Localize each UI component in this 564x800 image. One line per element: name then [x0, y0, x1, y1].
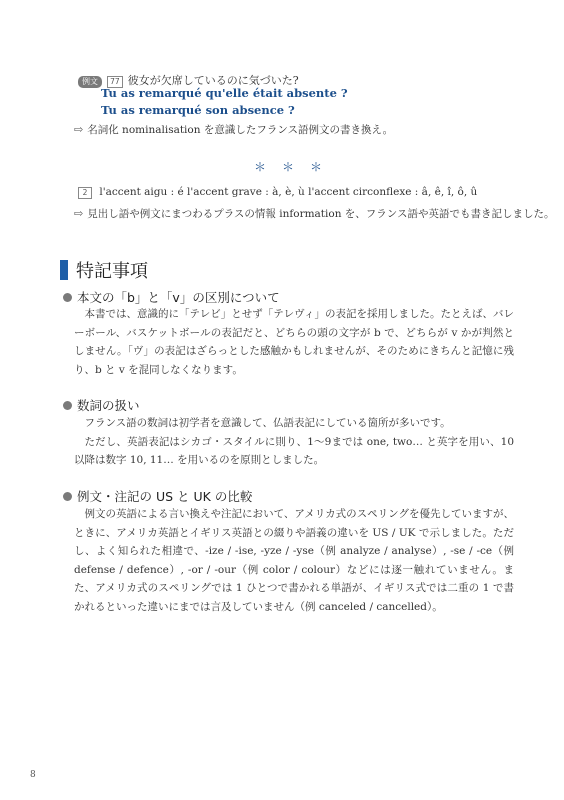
arrow-right-icon: ⇨ [74, 123, 84, 136]
bullet-icon [63, 492, 72, 501]
bullet-icon [63, 293, 72, 302]
subsection-title-bv: 本文の「b」と「v」の区別について [63, 288, 280, 306]
example-number: 77 [107, 76, 123, 88]
subsection-body-numerals [74, 414, 514, 470]
arrow-right-icon: ⇨ [74, 207, 84, 220]
accent-tag: 2 [78, 187, 92, 199]
example-french-1: Tu as remarqué qu'elle était absente ? [101, 86, 348, 100]
paragraph: フランス語の数詞は初学者を意識して、仏語表記にしている箇所が多いです。 [84, 417, 451, 429]
note-information: ⇨ 見出し語や例文にまつわるプラスの情報 information を、フランス語や英語でも書き記しました。 [74, 207, 555, 220]
note-nominalisation: ⇨ 名詞化 nominalisation を意識したフランス語例文の書き換え。 [74, 123, 394, 136]
accent-line [78, 186, 477, 199]
paragraph: 本書では、意識的に「テレビ」とせず「テレヴィ」の表記を採用しました。たとえば、バレーボール、バスケットボールの表記だと、どちらの頭の文字が b で、どちらが v かが判然としません。「ヴ」の表記はざらっとした感触かもしれませんが、そのためにきちんと記憶に残り、b と v を混同しなくなります。 [74, 308, 514, 376]
subsection-body-us-uk [74, 505, 514, 616]
section-title: 特記事項 [76, 261, 148, 282]
page-number: 8 [30, 770, 36, 780]
paragraph: 例文の英語による言い換えや注記において、アメリカ式のスペリングを優先していますが、ときに、アメリカ英語とイギリス英語との綴りや語義の違いを US / UK で示しました。ただし、よく知られた相違で、-ize / -ise, -yze / -yse（例 analyze / analyse）, -se / -ce（例 defense / defence）, -or / -our（例 color / colour）などには逐一触れていません。また、アメリカ式のスペリングでは 1 ひとつで書かれる単語が、イギリス式では二重の 1 で書かれるといった違いにまでは言及していません（例 canceled / cancelled）。 [74, 508, 514, 613]
example-french-2: Tu as remarqué son absence ? [101, 103, 295, 117]
accent-text: l'accent aigu : é l'accent grave : à, è, ù l'accent circonflexe : â, ê, î, ô, û [99, 186, 478, 198]
example-japanese: 彼女が欠席しているのに気づいた? [127, 74, 299, 87]
section-divider-stars: ＊ ＊ ＊ [254, 160, 325, 174]
example-tag: 例文 [78, 76, 102, 88]
subsection-title-us-uk: 例文・注記の US と UK の比較 [63, 487, 252, 505]
subsection-body-bv [74, 305, 514, 379]
section-header [60, 257, 148, 283]
paragraph: ただし、英語表記はシカゴ・スタイルに則り、1～9までは one, two… と英字を用い、10以降は数字 10, 11… を用いるのを原則としました。 [74, 435, 514, 466]
section-bar-icon [60, 260, 68, 280]
subsection-title-numerals: 数詞の扱い [63, 396, 140, 414]
bullet-icon [63, 401, 72, 410]
